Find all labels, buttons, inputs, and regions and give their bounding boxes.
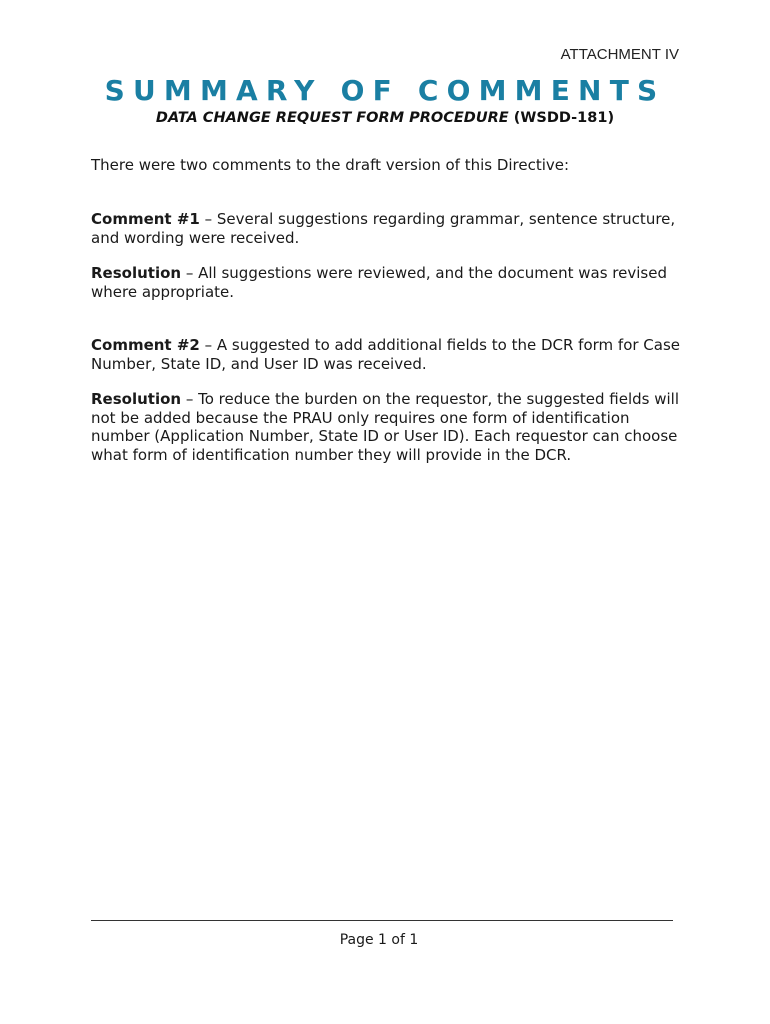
resolution-2-text: – To reduce the burden on the requestor, the suggested fields will not be added because the PRAU only requires one form of identification number (Application Number, State ID or User ID). Each requestor can choose what form of identification number they will provide in the DCR. — [91, 390, 680, 464]
page-number: Page 1 of 1 — [339, 932, 419, 948]
resolution-2-label: Resolution — [91, 390, 182, 408]
page-subtitle — [0, 110, 770, 126]
intro-text: There were two comments to the draft version of this Directive: — [91, 156, 570, 174]
footer-divider — [91, 920, 673, 921]
page-title: SUMMARY OF COMMENTS — [104, 74, 666, 107]
resolution-2-paragraph — [91, 390, 681, 464]
resolution-1-paragraph — [91, 264, 681, 301]
comment-1-label: Comment #1 — [91, 210, 200, 228]
attachment-label: ATTACHMENT IV — [560, 46, 679, 63]
comment-2-paragraph — [91, 336, 681, 373]
subtitle-procedure: DATA CHANGE REQUEST FORM PROCEDURE — [155, 110, 509, 126]
resolution-1-text: – All suggestions were reviewed, and the document was revised where appropriate. — [91, 264, 667, 301]
resolution-1-label: Resolution — [91, 264, 182, 282]
comment-2-text: – A suggested to add additional fields to the DCR form for Case Number, State ID, and User ID was received. — [91, 336, 681, 373]
comment-1-text: – Several suggestions regarding grammar, sentence structure, and wording were received. — [91, 210, 676, 247]
comment-1-paragraph — [91, 210, 681, 247]
subtitle-code: (WSDD-181) — [513, 110, 615, 126]
intro-paragraph — [91, 156, 681, 175]
comment-2-label: Comment #2 — [91, 336, 200, 354]
